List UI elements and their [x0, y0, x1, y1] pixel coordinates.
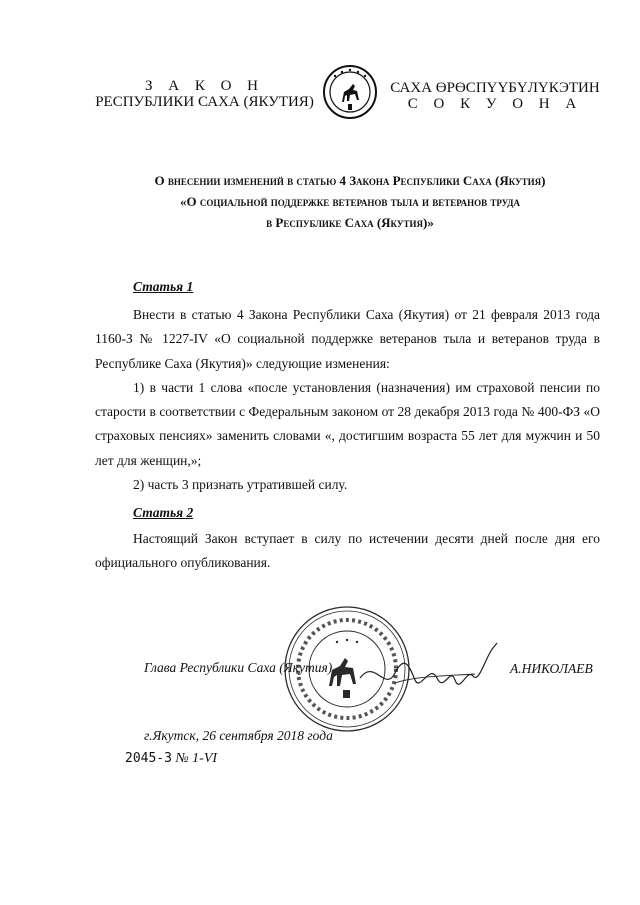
signer-name: А.НИКОЛАЕВ — [510, 661, 593, 676]
handwritten-signature — [355, 638, 505, 698]
place-and-date: г.Якутск, 26 сентября 2018 года — [144, 728, 333, 743]
header-republic-name-sakha: САХА ӨРӨСПҮҮБҮЛҮКЭТИН — [390, 80, 600, 96]
header-republic-name: РЕСПУБЛИКИ САХА (ЯКУТИЯ) — [95, 94, 314, 110]
header-law-word: З А К О Н — [144, 78, 265, 94]
document-title — [60, 170, 640, 233]
title-line: в Республике Саха (Якутия)» — [266, 215, 434, 230]
registration-number — [125, 751, 217, 767]
coat-of-arms-emblem — [322, 64, 378, 120]
header-right — [380, 80, 610, 112]
article-1-body — [95, 303, 600, 497]
registration-number-suffix: № 1-VI — [175, 751, 218, 766]
title-line: «О социальной поддержке ветеранов тыла и ветеранов труда — [179, 194, 520, 209]
signer-position: Глава Республики Саха (Якутия) — [144, 660, 333, 675]
article-2-body — [95, 527, 600, 576]
article-paragraph: Внести в статью 4 Закона Республики Саха (Якутия) от 21 февраля 2013 года 1160-З № 1227-IV «О социальной поддержке ветеранов тыла и ветеранов труда в Республике Саха (Якутия)» следующие изменения: — [95, 307, 600, 371]
header-law-word-sakha: С О К У О Н А — [407, 96, 583, 112]
article-2-heading: Статья 2 — [133, 505, 194, 520]
registration-number-code: 2045-З — [125, 751, 172, 766]
title-line: О внесении изменений в статью 4 Закона Республики Саха (Якутия) — [154, 173, 546, 188]
article-paragraph: Настоящий Закон вступает в силу по истечении десяти дней после дня его официального опубликования. — [95, 531, 600, 571]
header-left — [92, 78, 317, 110]
article-paragraph: 1) в части 1 слова «после установления (назначения) им страховой пенсии по старости в соответствии с Федеральным законом от 28 декабря 2013 года № 400-ФЗ «О страховых пенсиях» заменить словами «, достигшим возраста 55 лет для мужчин и 50 лет для женщин,»; — [95, 379, 600, 468]
article-1-heading: Статья 1 — [133, 279, 194, 294]
article-paragraph: 2) часть 3 признать утратившей силу. — [133, 477, 348, 493]
